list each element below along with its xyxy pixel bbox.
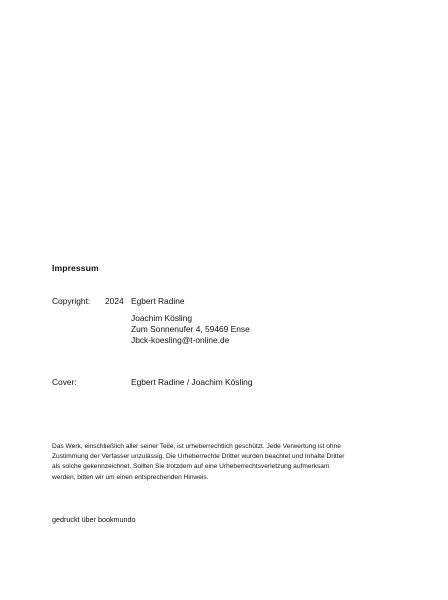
notice-line: Das Werk, einschließlich aller seiner Teile, ist urheberrechtlich geschützt. Jede Verwertung ist ohne xyxy=(52,443,341,450)
cover-credits: Egbert Radine / Joachim Kösling xyxy=(131,377,253,387)
notice-line: als solche gekennzeichnet. Sollten Sie trotzdem auf eine Urheberrechtsverletzung aufmerksam xyxy=(52,463,330,471)
notice-line: Zustimmung der Verfasser unzulässig. Die Urheberrechte Dritter wurden beachtet und Inhalte Dritter xyxy=(52,453,345,461)
copyright-year: 2024 xyxy=(105,296,124,306)
printer-note: gedruckt über bookmundo xyxy=(52,515,136,524)
imprint-heading: Impressum xyxy=(52,263,99,273)
coauthor-name: Joachim Kösling xyxy=(131,313,192,323)
author-name: Egbert Radine xyxy=(131,296,185,306)
cover-label: Cover: xyxy=(52,377,77,387)
copyright-notice xyxy=(52,442,412,483)
postal-address: Zum Sonnenufer 4, 59469 Ense xyxy=(131,324,250,334)
notice-line: werden, bitten wir um einen entsprechenden Hinweis. xyxy=(52,473,209,481)
copyright-label: Copyright: xyxy=(52,296,91,306)
email-address: Jbck-koesling@t-online.de xyxy=(131,335,230,345)
